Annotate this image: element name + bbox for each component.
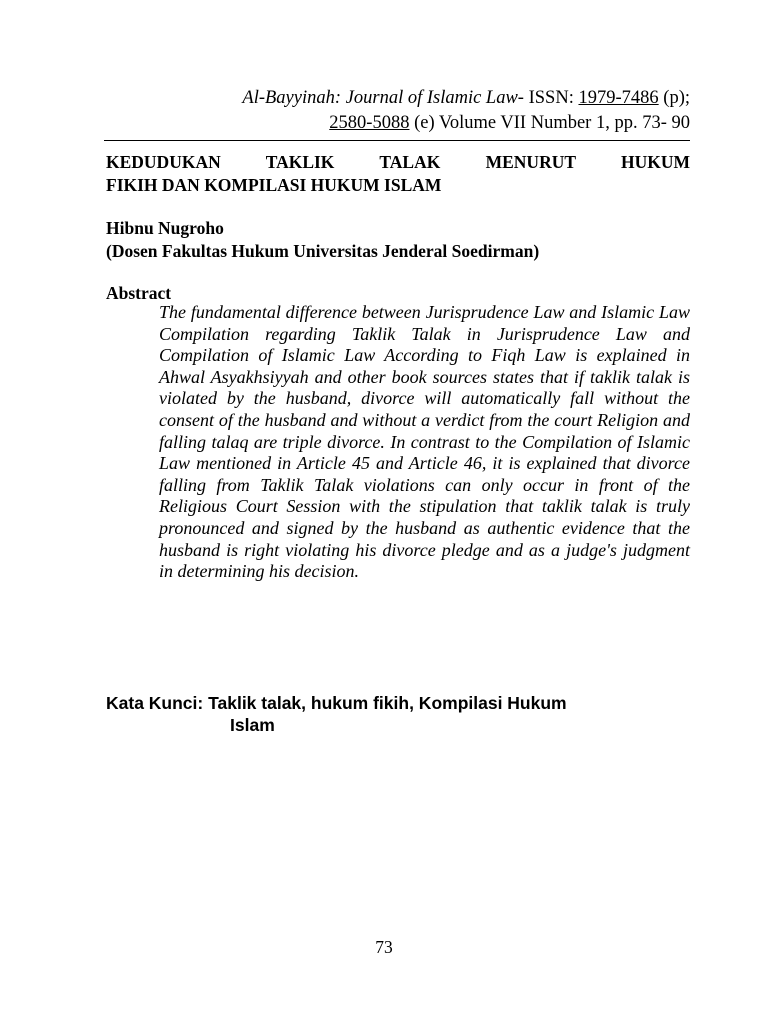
issn-label: ISSN: (523, 88, 579, 108)
abstract-heading: Abstract (106, 283, 172, 303)
journal-header (104, 86, 690, 136)
title-line-2: FIKIH DAN KOMPILASI HUKUM ISLAM (106, 175, 442, 195)
author-block (106, 217, 539, 263)
issn-electronic-link[interactable]: 2580-5088 (329, 113, 410, 133)
keywords (106, 692, 567, 736)
author-affiliation: (Dosen Fakultas Hukum Universitas Jenderal Soedirman) (106, 241, 540, 261)
author-name: Hibnu Nugroho (106, 218, 224, 238)
header-divider (104, 140, 690, 141)
abstract-text: The fundamental difference between Jurisprudence Law and Islamic Law Compilation regarding Taklik Talak in Jurisprudence Law and Compilation of Islamic Law According to Fiqh Law is explained in Ahwal Asyakhsiyyah and other book sources states that if taklik talak is violated by the husband, divorce will automatically fall without the consent of the husband and without a verdict from the court Religion and falling talaq are triple divorce. In contrast to the Compilation of Islamic Law mentioned in Article 45 and Article 46, it is explained that divorce falling from Taklik Talak violations can only occur in front of the Religious Court Session with the stipulation that taklik talak is truly pronounced and signed by the husband as authentic evidence that the husband is right violating his divorce pledge and as a judge's judgment in determining his decision. (159, 302, 690, 582)
title-line-1: KEDUDUKAN TAKLIK TALAK MENURUT HUKUM (106, 152, 690, 172)
article-title (106, 151, 690, 197)
issn-print-suffix: (p); (658, 88, 690, 108)
keywords-line-2: Islam (230, 715, 275, 735)
volume-info: (e) Volume VII Number 1, pp. 73- 90 (409, 113, 690, 133)
issn-print-link[interactable]: 1979-7486 (578, 88, 659, 108)
page-number: 73 (375, 937, 393, 957)
journal-name: Al-Bayyinah: Journal of Islamic Law- (242, 88, 524, 108)
keywords-line-1: Kata Kunci: Taklik talak, hukum fikih, Kompilasi Hukum (106, 693, 567, 713)
